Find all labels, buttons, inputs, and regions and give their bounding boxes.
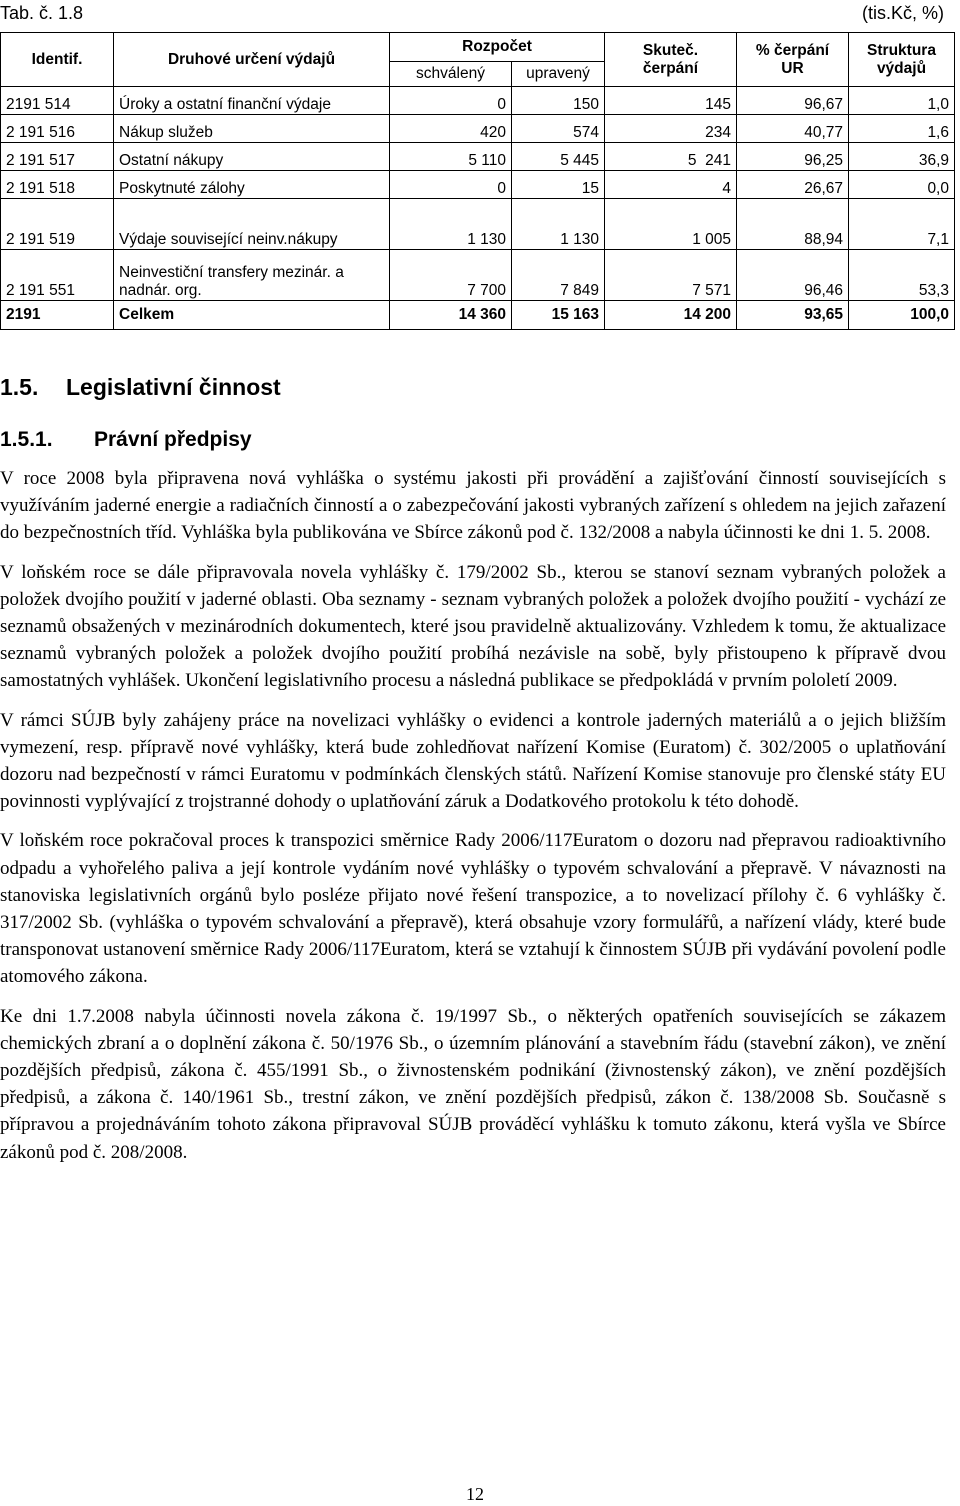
- section-title: Legislativní činnost: [66, 374, 281, 400]
- header-skutec: [605, 33, 737, 87]
- total-name: Celkem: [114, 301, 390, 330]
- cell-cerpani: 96,25: [737, 143, 849, 171]
- cell-cerpani: 96,46: [737, 250, 849, 301]
- cell-name: Úroky a ostatní finanční výdaje: [114, 87, 390, 115]
- cell-cerpani: 26,67: [737, 171, 849, 199]
- paragraph: Ke dni 1.7.2008 nabyla účinnosti novela zákona č. 19/1997 Sb., o některých opatřeních souvisejících se zákazem chemických zbraní a o doplnění zákona č. 50/1976 Sb., o územním plánování a stavebním řádu (stavební zákon), ve znění pozdějších předpisů, zákona č. 455/1991 Sb., o živnostenském podnikání (živnostenský zákon), ve znění pozdějších předpisů, a zákona č. 140/1961 Sb., trestní zákon, ve znění pozdějších předpisů, zákon č. 138/2008 Sb. Současně s přípravou a projednáváním tohoto zákona připravoval SÚJB prováděcí vyhlášku k tomuto zákonu, která vyšla ve Sbírce zákonů pod č. 208/2008.: [0, 1005, 946, 1163]
- total-cerpani: 93,65: [737, 301, 849, 330]
- header-cerpani-line2: UR: [781, 59, 804, 77]
- cell-id: 2 191 518: [1, 171, 114, 199]
- table-row: [1, 250, 955, 301]
- total-upraveny: 15 163: [512, 301, 605, 330]
- cell-schvaleny: 5 110: [390, 143, 512, 171]
- table-label: Tab. č. 1.8: [0, 3, 84, 23]
- total-id: 2191: [1, 301, 114, 330]
- cell-schvaleny: 0: [390, 87, 512, 115]
- subsection-title: Právní předpisy: [94, 428, 252, 451]
- paragraph: V loňském roce se dále připravovala novela vyhlášky č. 179/2002 Sb., kterou se stanoví seznam vybraných položek a položek dvojího použití v jaderné oblasti. Oba seznamy - seznam vybraných položek a položek dvojího použití - vychází ze seznamů obsažených v mezinárodních dokumentech, které jsou pravidelně aktualizovány. Vzhledem k tomu, že aktualizace seznamů vybraných položek a položek dvojího použití probíhá nezávisle na sobě, byly přistoupeno k přípravě dvou samostatných vyhlášek. Ukončení legislativního procesu a následná publikace se předpokládá v prvním pololetí 2009.: [0, 561, 946, 692]
- header-upraveny: upravený: [512, 62, 605, 87]
- table-caption: [0, 0, 950, 26]
- budget-table: [0, 32, 955, 330]
- header-struktura-line1: Struktura: [867, 41, 936, 59]
- cell-schvaleny: 0: [390, 171, 512, 199]
- cell-name: Neinvestiční transfery mezinár. a nadnár. org.: [114, 250, 390, 301]
- total-skutec: 14 200: [605, 301, 737, 330]
- table-row: [1, 171, 955, 199]
- cell-cerpani: 40,77: [737, 115, 849, 143]
- cell-id: 2 191 517: [1, 143, 114, 171]
- cell-struktura: 7,1: [849, 199, 955, 250]
- cell-id: 2 191 516: [1, 115, 114, 143]
- cell-cerpani: 96,67: [737, 87, 849, 115]
- cell-schvaleny: 1 130: [390, 199, 512, 250]
- cell-skutec: 145: [605, 87, 737, 115]
- cell-upraveny: 1 130: [512, 199, 605, 250]
- table-row: [1, 143, 955, 171]
- table-header-row: [1, 33, 955, 62]
- cell-id: 2191 514: [1, 87, 114, 115]
- cell-name: Nákup služeb: [114, 115, 390, 143]
- paragraph: V rámci SÚJB byly zahájeny práce na novelizaci vyhlášky o evidenci a kontrole jaderných materiálů a o jejich bližším vymezení, resp. přípravě nové vyhlášky, která bude zohledňovat nařízení Komise (Euratom) č. 302/2005 o uplatňování dozoru nad bezpečností v rámci Euratomu v podmínkách členských států. Nařízení Komise stanovuje pro členské státy EU povinnosti vyplývající z trojstranné dohody o uplatňování záruk a Dodatkového protokolu k této dohodě.: [0, 709, 946, 813]
- table-row: [1, 115, 955, 143]
- cell-skutec: 7 571: [605, 250, 737, 301]
- header-cerpani-line1: % čerpání: [755, 41, 830, 59]
- table-units: (tis.Kč, %): [861, 3, 944, 23]
- subsection-heading: [0, 428, 252, 452]
- table-row: [1, 199, 955, 250]
- cell-skutec: 5 241: [605, 143, 737, 171]
- cell-struktura: 1,0: [849, 87, 955, 115]
- cell-cerpani: 88,94: [737, 199, 849, 250]
- section-heading: [0, 374, 281, 401]
- cell-name: Výdaje související neinv.nákupy: [114, 199, 390, 250]
- cell-struktura: 0,0: [849, 171, 955, 199]
- total-schvaleny: 14 360: [390, 301, 512, 330]
- cell-skutec: 4: [605, 171, 737, 199]
- cell-id: 2 191 551: [1, 250, 114, 301]
- cell-upraveny: 574: [512, 115, 605, 143]
- cell-name: Ostatní nákupy: [114, 143, 390, 171]
- header-rozpocet: Rozpočet: [390, 33, 605, 62]
- cell-struktura: 1,6: [849, 115, 955, 143]
- cell-struktura: 36,9: [849, 143, 955, 171]
- cell-schvaleny: 420: [390, 115, 512, 143]
- header-skutec-line1: Skuteč.: [642, 41, 699, 59]
- table-total-row: [1, 301, 955, 330]
- header-schvaleny: schválený: [390, 62, 512, 87]
- subsection-number: 1.5.1.: [0, 428, 53, 451]
- paragraph: V loňském roce pokračoval proces k transpozici směrnice Rady 2006/117Euratom o dozoru nad přepravou radioaktivního odpadu a vyhořelého paliva a její kontrole vydáním nové vyhlášky o typovém schvalování a přepravě. V návaznosti na stanoviska legislativních orgánů bylo posléze přijato nové řešení transpozice, a to novelizací přílohy č. 6 vyhlášky č. 317/2002 Sb. (vyhláška o typovém schvalování a přepravě), která obsahuje vzory formulářů, a nařízení vlády, které bude transponovat ustanovení směrnice Rady 2006/117Euratom, která se vztahují k činnostem SÚJB při vydávání povolení podle atomového zákona.: [0, 830, 946, 988]
- total-struktura: 100,0: [849, 301, 955, 330]
- page-number: 12: [466, 1484, 484, 1504]
- table-row: [1, 87, 955, 115]
- cell-upraveny: 15: [512, 171, 605, 199]
- cell-name: Poskytnuté zálohy: [114, 171, 390, 199]
- cell-upraveny: 7 849: [512, 250, 605, 301]
- cell-struktura: 53,3: [849, 250, 955, 301]
- header-struktura-line2: výdajů: [876, 59, 927, 77]
- cell-skutec: 234: [605, 115, 737, 143]
- section-number: 1.5.: [0, 374, 39, 400]
- cell-skutec: 1 005: [605, 199, 737, 250]
- body-text: [0, 465, 946, 1178]
- header-skutec-line2: čerpání: [642, 59, 699, 77]
- cell-upraveny: 150: [512, 87, 605, 115]
- cell-id: 2 191 519: [1, 199, 114, 250]
- header-identif: Identif.: [1, 33, 114, 87]
- header-cerpani: [737, 33, 849, 87]
- header-druh: Druhové určení výdajů: [114, 33, 390, 87]
- cell-upraveny: 5 445: [512, 143, 605, 171]
- paragraph: V roce 2008 byla připravena nová vyhláška o systému jakosti při provádění a zajišťování činností souvisejících s využíváním jaderné energie a radiačních činností a o zabezpečování jakosti vybraných zařízení s ohledem na jejich zařazení do bezpečnostních tříd. Vyhláška byla publikována ve Sbírce zákonů pod č. 132/2008 a nabyla účinnosti ke dni 1. 5. 2008.: [0, 468, 946, 544]
- header-struktura: [849, 33, 955, 87]
- cell-schvaleny: 7 700: [390, 250, 512, 301]
